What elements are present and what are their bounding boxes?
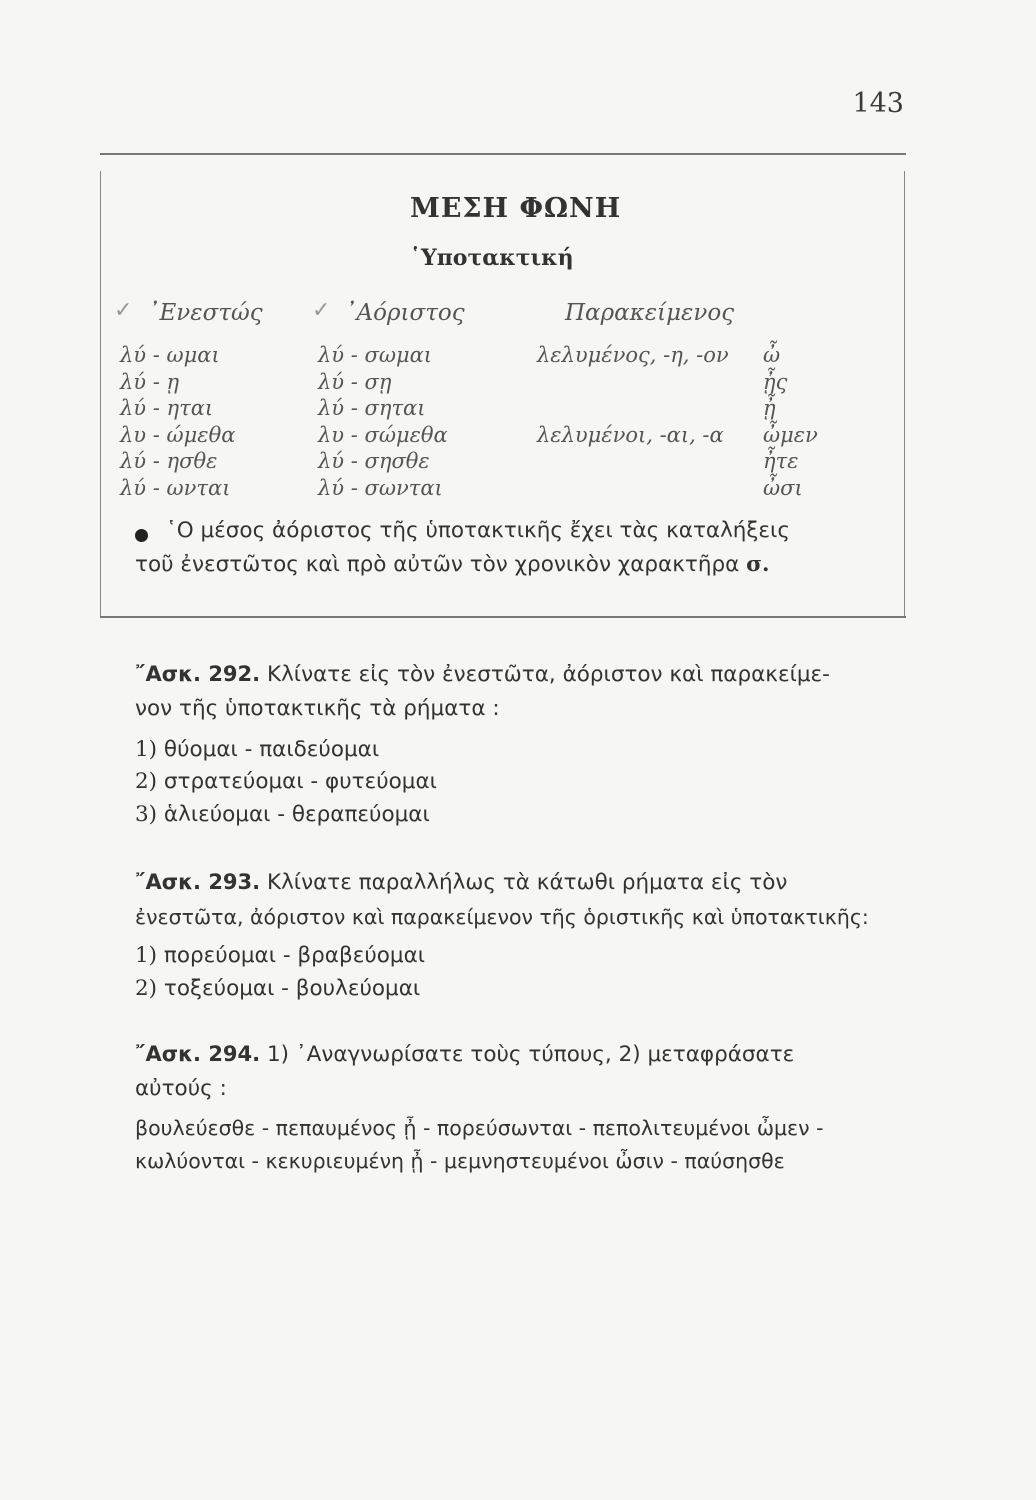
bullet-icon: [135, 529, 148, 542]
perfect-heading: Παρακείμενος: [565, 300, 735, 326]
check-mark-icon: ✓: [312, 298, 331, 323]
aorist-form: λύ - σησθε: [318, 449, 430, 474]
exercise-292-line-2: νον τῆς ὑποτακτικῆς τὰ ρήματα :: [135, 696, 500, 721]
present-form: λύ - ηται: [120, 396, 214, 421]
box-bottom-rule: [100, 616, 906, 618]
exercise-text: Κλίνατε εἰς τὸν ἐνεστῶτα, ἀόριστον καὶ παρακείμε-: [266, 662, 830, 687]
aux-form: ᾖς: [763, 369, 788, 394]
box-left-rule: [100, 171, 101, 616]
note-line-2-text: τοῦ ἐνεστῶτος καὶ πρὸ αὐτῶν τὸν χρονικὸν χαρακτῆρα: [135, 552, 740, 577]
box-top-rule: [100, 153, 906, 155]
exercise-item: [135, 976, 420, 1001]
item-text: ἁλιεύομαι - θεραπεύομαι: [163, 802, 430, 827]
item-text: πορεύομαι - βραβεύομαι: [163, 943, 426, 968]
exercise-294-line-2: αὐτούς :: [135, 1076, 227, 1101]
perfect-participle-singular: λελυμένος, -η, -ον: [537, 343, 729, 367]
box-right-rule: [904, 171, 905, 616]
aorist-forms: [318, 342, 448, 502]
exercise-293-line-2: ἐνεστῶτα, ἀόριστον καὶ παρακείμενον τῆς ὁριστικῆς καὶ ὑποτακτικῆς:: [135, 905, 869, 929]
perfect-auxiliary: [763, 342, 818, 502]
aux-form: ὦσι: [763, 475, 803, 500]
perfect-participle-plural: λελυμένοι, -αι, -α: [537, 422, 724, 447]
exercise-294-forms-1: βουλεύεσθε - πεπαυμένος ᾖ - πορεύσωνται - πεπολιτευμένοι ὦμεν -: [135, 1116, 824, 1140]
present-form: λύ - ωνται: [120, 475, 231, 500]
aorist-form: λύ - σωνται: [318, 475, 443, 500]
voice-title: ΜΕΣΗ ΦΩΝΗ: [410, 193, 622, 224]
item-number: 2): [135, 769, 158, 794]
item-number: 1): [135, 943, 158, 968]
perfect-participles: [537, 342, 729, 448]
note-line-2: [135, 552, 769, 577]
aorist-form: λύ - σωμαι: [318, 343, 433, 367]
check-mark-icon: ✓: [114, 298, 133, 323]
exercise-label: ῎Ασκ. 293.: [135, 870, 261, 894]
aux-form: ὦμεν: [763, 422, 818, 447]
mood-subtitle: ῾Υποτακτική: [410, 245, 574, 271]
page-number: 143: [852, 88, 904, 119]
present-form: λύ - ωμαι: [120, 343, 220, 367]
exercise-label: ῎Ασκ. 294.: [135, 1042, 261, 1066]
exercise-item: [135, 737, 379, 762]
item-text: τοξεύομαι - βουλεύομαι: [163, 976, 421, 1001]
exercise-item: [135, 769, 437, 794]
exercise-text: 1) ᾽Αναγνωρίσατε τοὺς τύπους, 2) μεταφράσατε: [266, 1042, 795, 1067]
present-forms: [120, 342, 235, 502]
exercise-text: Κλίνατε παραλλήλως τὰ κάτωθι ρήματα εἰς τὸν: [266, 870, 788, 895]
sigma-character: σ.: [746, 552, 770, 577]
exercise-label: ῎Ασκ. 292.: [135, 662, 261, 686]
exercise-293-line-1: [135, 870, 787, 895]
aorist-form: λύ - σῃ: [318, 369, 392, 394]
exercise-294-forms-2: κωλύονται - κεκυριευμένη ᾖ - μεμνηστευμένοι ὦσιν - παύσησθε: [135, 1149, 785, 1173]
present-form: λύ - ῃ: [120, 369, 180, 394]
item-text: θύομαι - παιδεύομαι: [163, 737, 380, 762]
exercise-292-line-1: [135, 662, 830, 687]
present-form: λυ - ώμεθα: [120, 422, 236, 447]
aorist-heading: ᾽Αόριστος: [345, 300, 465, 326]
note-line-1: ῾Ο μέσος ἀόριστος τῆς ὑποτακτικῆς ἔχει τὰς καταλήξεις: [166, 518, 790, 543]
aux-form: ᾖ: [763, 396, 776, 421]
aux-form: ὦ: [763, 343, 781, 367]
aorist-form: λύ - σηται: [318, 396, 426, 421]
item-number: 3): [135, 802, 158, 827]
exercise-item: [135, 802, 430, 827]
item-text: στρατεύομαι - φυτεύομαι: [163, 769, 437, 794]
item-number: 2): [135, 976, 158, 1001]
exercise-294-line-1: [135, 1042, 794, 1067]
present-heading: ᾽Ενεστώς: [148, 300, 263, 326]
aux-form: ἦτε: [763, 449, 799, 474]
aorist-form: λυ - σώμεθα: [318, 422, 448, 447]
item-number: 1): [135, 737, 158, 762]
exercise-item: [135, 943, 425, 968]
present-form: λύ - ησθε: [120, 449, 218, 474]
